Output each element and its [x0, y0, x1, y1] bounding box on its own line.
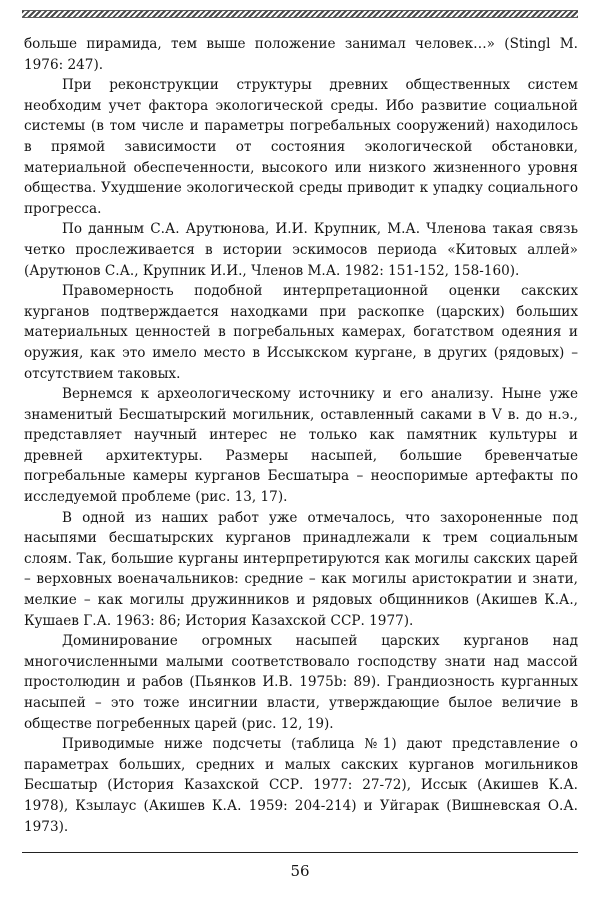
paragraph: В одной из наших работ уже отмечалось, что захороненные под насыпями бесшатырских курганов принадлежали к трем социальным слоям. Так, большие курганы интерпретируются как могилы сакских царей – верховных военачальников: средние – как могилы аристократии и знати, мелкие – как могилы дружинников и рядовых общинников (Акишев К.А., Кушаев Г.А. 1963: 86; История Казахской ССР. 1977). [24, 509, 578, 629]
paragraph: Доминирование огромных насыпей царских курганов над многочисленными малыми соответствовало господству знати над массой простолюдин и рабов (Пьянков И.В. 1975b: 89). Грандиозность курганных насыпей – это тоже инсигнии власти, утверждающие былое величие в обществе погребенных царей (рис. 12, 19). [24, 633, 578, 732]
footer-rule [22, 852, 578, 853]
decorative-top-border [22, 10, 578, 18]
body-text [24, 34, 578, 837]
page-number: 56 [290, 862, 310, 880]
paragraph-continuation: больше пирамида, тем выше положение занимал человек…» (Stingl M. 1976: 247). [24, 36, 578, 73]
paragraph: При реконструкции структуры древних общественных систем необходим учет фактора экологической среды. Ибо развитие социальной системы (в том числе и параметры погребальных сооружений) находилось в прямой зависимости от состояния экологической обстановки, материальной обеспеченности, высокого или низкого жизненного уровня общества. Ухудшение экологической среды приводит к упадку социального прогресса. [24, 77, 578, 217]
paragraph: Вернемся к археологическому источнику и его анализу. Ныне уже знаменитый Бесшатырский могильник, оставленный саками в V в. до н.э., представляет научный интерес не только как памятник культуры и древней архитектуры. Размеры насыпей, большие бревенчатые погребальные камеры курганов Бесшатыра – неоспоримые артефакты по исследуемой проблеме (рис. 13, 17). [24, 386, 578, 506]
paragraph: Приводимые ниже подсчеты (таблица №1) дают представление о параметрах больших, средних и малых сакских курганов могильников Бесшатыр (История Казахской ССР. 1977: 27-72), Иссык (Акишев К.А. 1978), Кзылаус (Акишев К.А. 1959: 204-214) и Уйгарак (Вишневская О.А. 1973). [24, 736, 578, 835]
paragraph: По данным С.А. Арутюнова, И.И. Крупник, М.А. Членова такая связь четко прослеживается в истории эскимосов периода «Китовых аллей» (Арутюнов С.А., Крупник И.И., Членов М.А. 1982: 151-152, 158-160). [24, 221, 578, 279]
paragraph: Правомерность подобной интерпретационной оценки сакских курганов подтверждается находками при раскопке (царских) больших материальных ценностей в погребальных камерах, богатством одеяния и оружия, как это имело место в Иссыкском кургане, в других (рядовых) – отсутствием таковых. [24, 283, 578, 382]
